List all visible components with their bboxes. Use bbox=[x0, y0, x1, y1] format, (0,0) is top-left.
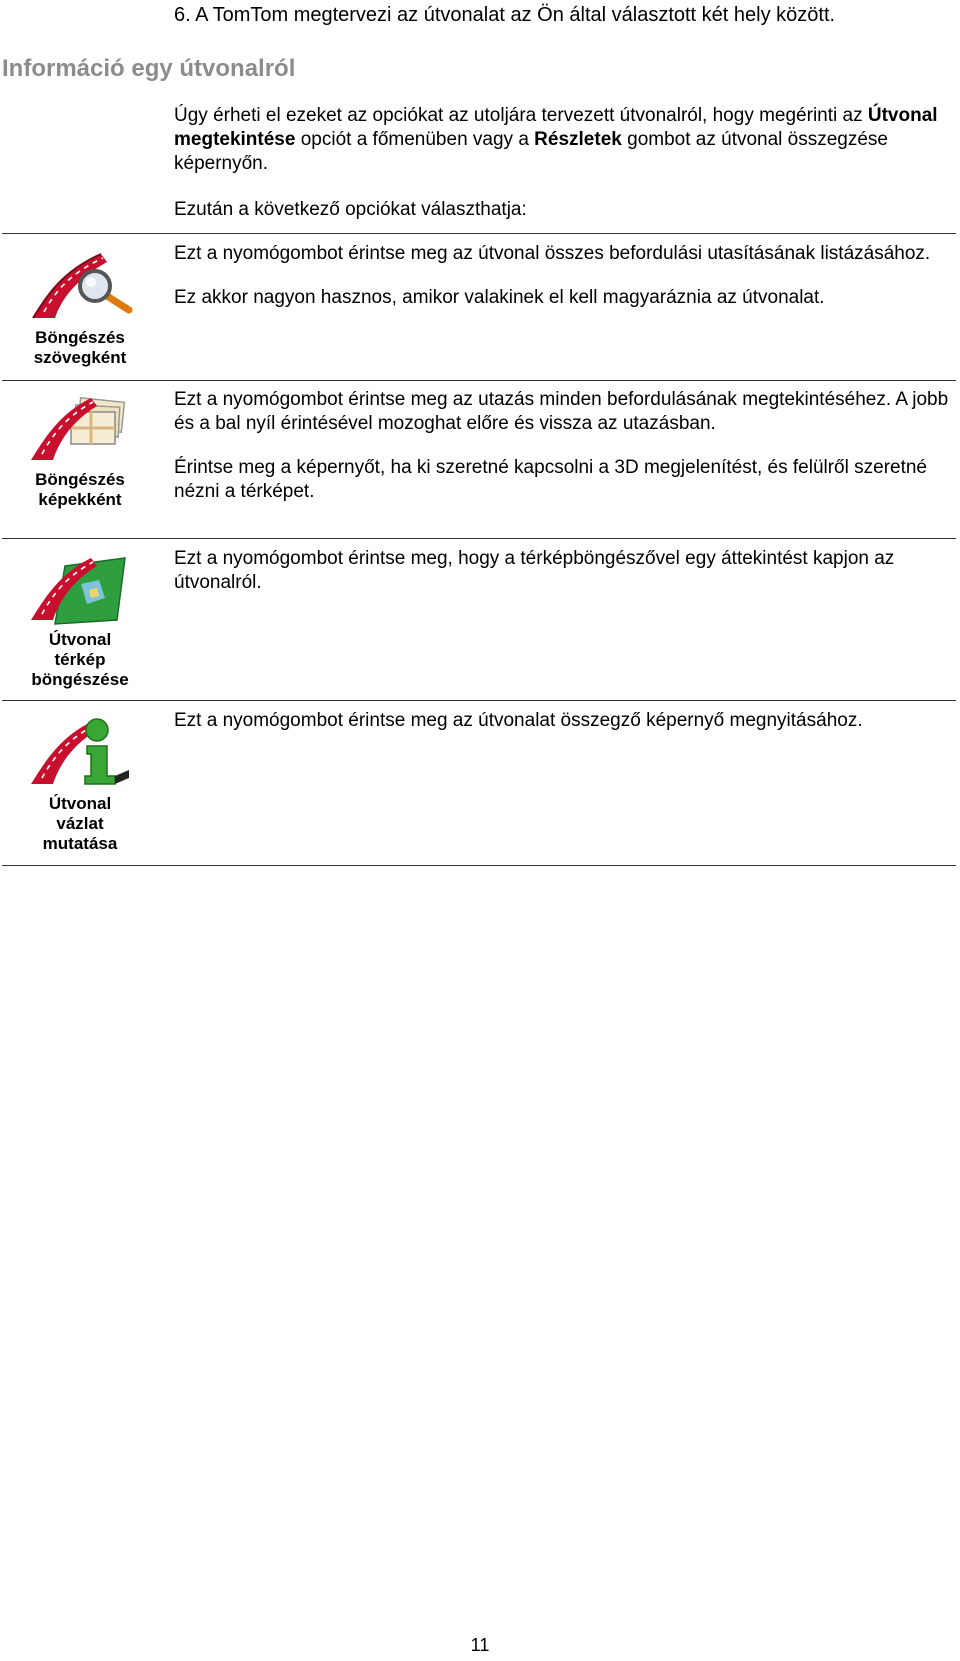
road-map-icon bbox=[25, 554, 135, 626]
button-label-line: térkép bbox=[54, 650, 106, 669]
step-6-text: 6. A TomTom megtervezi az útvonalat az Ön által választott két hely között. bbox=[174, 4, 836, 26]
description-paragraph: Ezt a nyomógombot érintse meg, hogy a térképböngészővel egy áttekintést kapjon az útvonalról. bbox=[174, 548, 895, 593]
button-label-line: vázlat bbox=[56, 814, 104, 833]
button-label-line: Útvonal bbox=[48, 630, 112, 649]
show-route-summary-button[interactable] bbox=[14, 716, 146, 854]
section-heading: Információ egy útvonalról bbox=[2, 55, 296, 82]
road-info-icon bbox=[25, 716, 135, 790]
divider-1 bbox=[2, 233, 956, 234]
choose-options-text: Ezután a következő opciókat választhatja: bbox=[174, 199, 527, 220]
option-description bbox=[174, 709, 954, 733]
divider-5 bbox=[2, 865, 956, 866]
button-label-line: mutatása bbox=[42, 834, 118, 853]
intro-text-1: Úgy érheti el ezeket az opciókat az utoljára tervezett útvonalról, hogy megérinti az bbox=[174, 105, 868, 126]
button-label-line: Útvonal bbox=[48, 794, 112, 813]
intro-text-3: gombot az útvonal összegzése képernyőn. bbox=[174, 129, 889, 174]
button-label-line: szövegként bbox=[33, 348, 127, 367]
browse-route-map-button[interactable] bbox=[14, 554, 146, 690]
browse-as-text-button[interactable] bbox=[14, 248, 146, 368]
description-paragraph: Érintse meg a képernyőt, ha ki szeretné kapcsolni a 3D megjelenítést, és felülről szeretné nézni a térképet. bbox=[174, 457, 927, 502]
browse-as-images-button[interactable] bbox=[14, 394, 146, 510]
page-number: 11 bbox=[470, 1635, 490, 1655]
description-paragraph: Ez akkor nagyon hasznos, amikor valakinek el kell magyaráznia az útvonalat. bbox=[174, 287, 825, 308]
divider-3 bbox=[2, 538, 956, 539]
road-magnifier-icon bbox=[25, 248, 135, 324]
intro-paragraph bbox=[174, 104, 956, 176]
description-paragraph: Ezt a nyomógombot érintse meg az útvonal összes befordulási utasításának listázásához. bbox=[174, 243, 931, 264]
option-description bbox=[174, 242, 954, 310]
button-label-line: képekként bbox=[38, 490, 122, 509]
intro-text-2: opciót a főmenüben vagy a bbox=[295, 129, 535, 150]
button-label-line: Böngészés bbox=[35, 470, 125, 489]
divider-2 bbox=[2, 380, 956, 381]
button-label-line: böngészése bbox=[31, 670, 129, 689]
option-description bbox=[174, 388, 954, 504]
button-label-line: Böngészés bbox=[35, 328, 125, 347]
option-description bbox=[174, 547, 954, 595]
divider-4 bbox=[2, 700, 956, 701]
road-pictures-icon bbox=[25, 394, 135, 466]
intro-bold-route-view: Útvonal megtekintése bbox=[174, 105, 938, 150]
description-paragraph: Ezt a nyomógombot érintse meg az útvonalat összegző képernyő megnyitásához. bbox=[174, 710, 863, 731]
intro-bold-details: Részletek bbox=[534, 129, 622, 150]
description-paragraph: Ezt a nyomógombot érintse meg az utazás minden befordulásának megtekintéséhez. A jobb és a bal nyíl érintésével mozoghat előre és vissza az utazásban. bbox=[174, 389, 949, 434]
